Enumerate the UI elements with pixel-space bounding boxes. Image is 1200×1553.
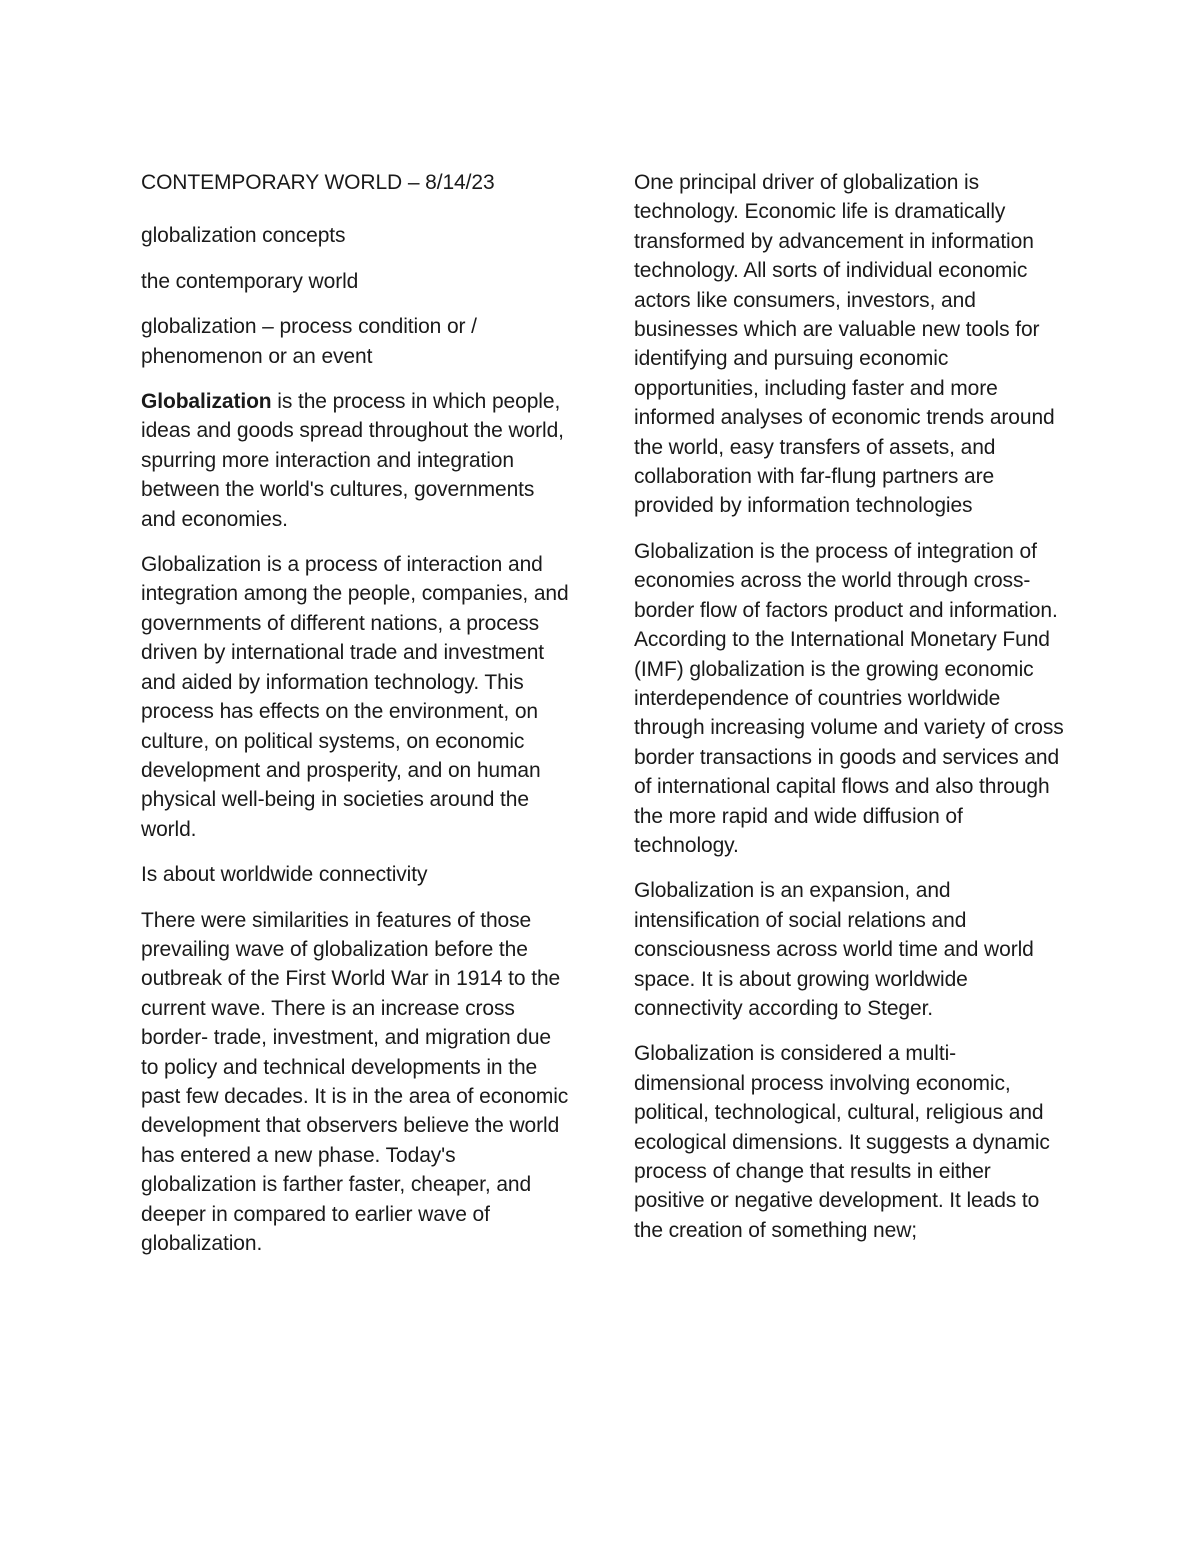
paragraph-interaction-integration: Globalization is a process of interaction and integration among the people, companies, and governments of different nations, a process driven by international trade and investment and aided by information technology. This process has effects on the environment, on culture, on political systems, on economic development and prosperity, and on human physical well-being in societies around the world. [141,553,569,841]
left-column [141,168,573,1274]
paragraph-text: is the process in which people, ideas and goods spread throughout the world, spurring more interaction and integration between the world's cultures, governments and economies. [141,390,564,531]
paragraph-steger-definition: Globalization is an expansion, and intensification of social relations and consciousness across world time and world space. It is about growing worldwide connectivity according to Steger. [634,879,1034,1020]
paragraph-technology-driver: One principal driver of globalization is technology. Economic life is dramatically transformed by advancement in information technology. All sorts of individual economic actors like consumers, investors, and businesses which are valuable new tools for identifying and pursuing economic opportunities, including faster and more informed analyses of economic trends around the world, easy transfers of assets, and collaboration with far-flung partners are provided by information technologies [634,171,1055,518]
bold-term-globalization: Globalization [141,390,272,414]
subtitle-globalization-concepts: globalization concepts [141,224,346,248]
paragraph-imf-definition: Globalization is the process of integration of economies across the world through cross-border flow of factors product and information. According to the International Monetary Fund (IMF) globalization is the growing economic interdependence of countries worldwide through increasing volume and variety of cross border transactions in goods and services and of international capital flows and also through the more rapid and wide diffusion of technology. [634,539,1064,857]
paragraph-similarities-waves: There were similarities in features of those prevailing wave of globalization before the outbreak of the First World War in 1914 to the current wave. There is an increase cross border- trade, investment, and migration due to policy and technical developments in the past few decades. It is in the area of economic development that observers believe the world has entered a new phase. Today's globalization is farther faster, cheaper, and deeper in compared to earlier wave of globalization. [141,908,569,1255]
document-title: CONTEMPORARY WORLD – 8/14/23 [141,171,495,194]
paragraph-globalization-definition [141,387,573,534]
paragraph-worldwide-connectivity: Is about worldwide connectivity [141,863,428,887]
right-column [634,168,1064,1261]
subtitle-contemporary-world: the contemporary world [141,269,359,293]
paragraph-multidimensional: Globalization is considered a multi-dimensional process involving economic, political, technological, cultural, religious and ecological dimensions. It suggests a dynamic process of change that results in either positive or negative development. It leads to the creation of something new; [634,1042,1050,1242]
definition-line: globalization – process condition or / phenomenon or an event [141,315,477,368]
